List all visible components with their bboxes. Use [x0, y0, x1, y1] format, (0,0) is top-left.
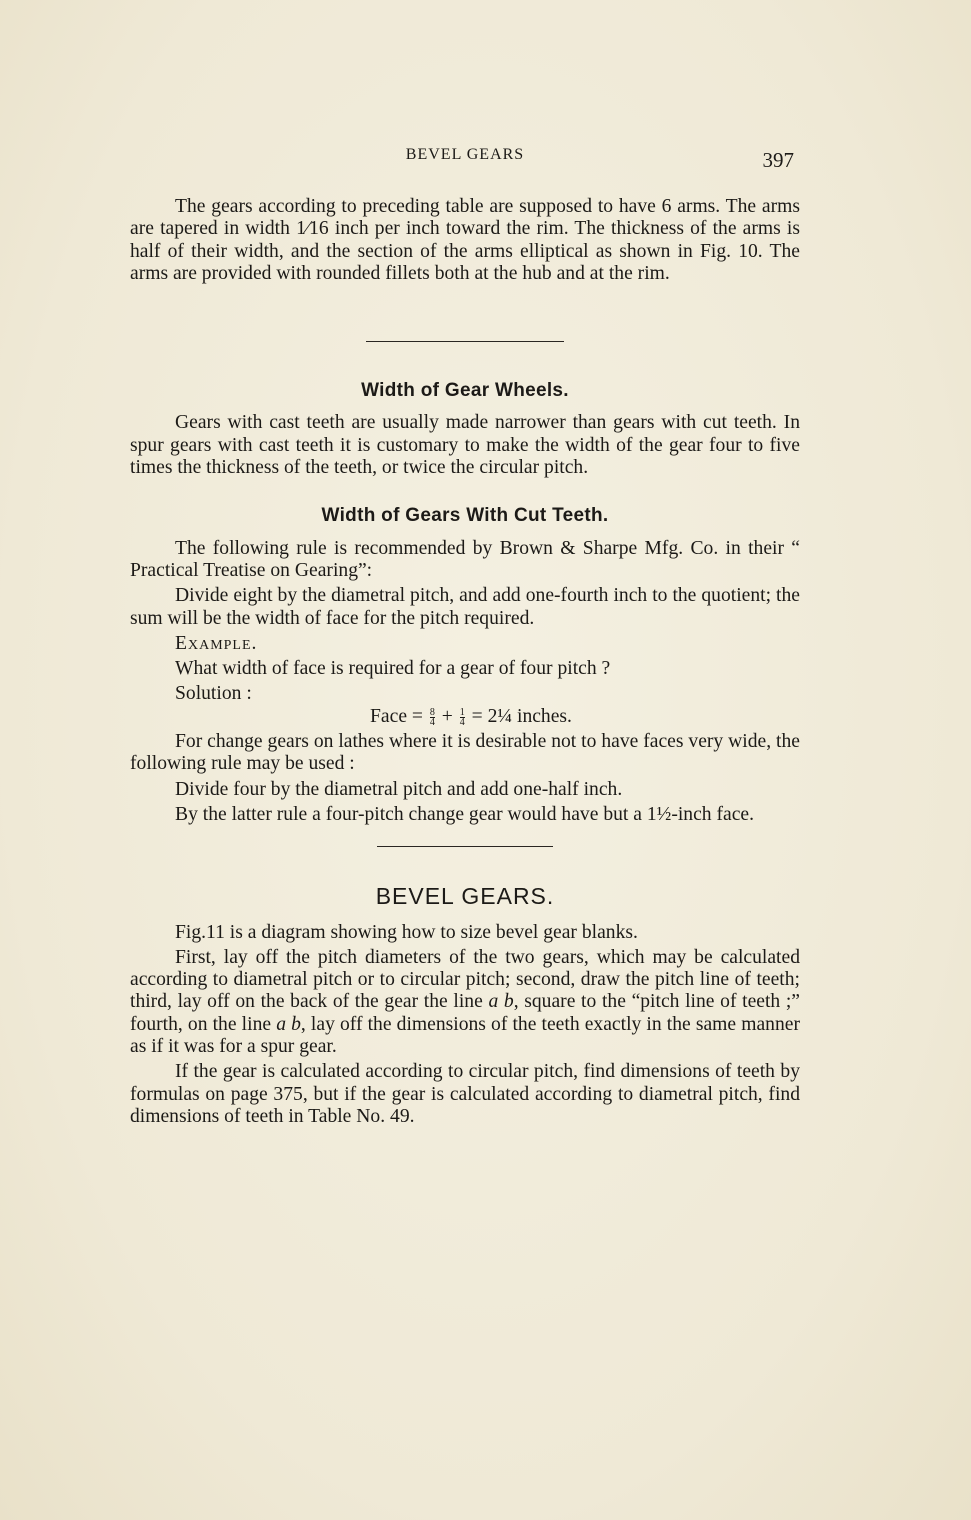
- change-gears-paragraph: For change gears on lathes where it is desirable not to have faces very wide, the following rule may be used :: [130, 731, 800, 775]
- heading-width-cut-teeth: Width of Gears With Cut Teeth.: [321, 505, 609, 527]
- width-wheels-paragraph: Gears with cast teeth are usually made narrower than gears with cut teeth. In spur gears with cast teeth it is customary to make the width of the gear four to five times the thickness of the teeth, or twice the circular pitch.: [130, 412, 800, 479]
- intro-paragraph: The gears according to preceding table are supposed to have 6 arms. The arms are tapered in width 1⁄16 inch per inch toward the rim. The thickness of the arms is half of their width, and the section of the arms elliptical as shown in Fig. 10. The arms are provided with rounded fillets both at the hub and at the rim.: [130, 196, 800, 284]
- solution-label: Solution :: [175, 683, 252, 705]
- page-body: [130, 196, 800, 1128]
- formula-plus: +: [441, 705, 453, 727]
- example-label: Example.: [175, 632, 258, 654]
- fraction-eight-fourths: $\frac{8}{4}$: [429, 706, 435, 728]
- bevel-procedure: First, lay off the pitch diameters of the two gears, which may be calculated according to diametral pitch or to circular pitch; second, draw the pitch line of teeth; third, lay off on the back of the gear the line a b, square to the “pitch line of teeth ;” fourth, on the line a b, lay off the dimensions of the teeth exactly in the same manner as if it was for a spur gear.: [130, 946, 801, 1058]
- heading-width-of-gear-wheels: Width of Gear Wheels.: [361, 380, 569, 402]
- bevel-dimensions: If the gear is calculated according to circular pitch, find dimensions of teeth by formulas on page 375, but if the gear is calculated according to diametral pitch, find dimensions of teeth in Table No. 49.: [130, 1061, 800, 1127]
- cut-teeth-rule: Divide eight by the diametral pitch, and add one-fourth inch to the quotient; the sum will be the width of face for the pitch required.: [130, 585, 800, 629]
- fraction-one-fourth: $\frac{1}{4}$: [459, 706, 465, 728]
- face-formula: [130, 706, 800, 728]
- example-question: What width of face is required for a gear of four pitch ?: [175, 658, 611, 680]
- heading-bevel-gears: BEVEL GEARS.: [375, 883, 555, 910]
- change-gears-example: By the latter rule a four-pitch change gear would have but a 1½-inch face.: [175, 803, 755, 825]
- cut-teeth-rule-intro: The following rule is recommended by Brown & Sharpe Mfg. Co. in their “ Practical Treatise on Gearing”:: [130, 537, 800, 581]
- formula-rhs: = 2¼ inches.: [471, 705, 572, 727]
- line-ab-label-2: a b: [276, 1013, 301, 1035]
- change-gears-rule: Divide four by the diametral pitch and add one-half inch.: [175, 778, 623, 800]
- running-title: BEVEL GEARS: [405, 146, 525, 163]
- page-number: 397: [762, 148, 794, 172]
- formula-lhs: Face =: [370, 705, 423, 727]
- line-ab-label: a b: [488, 991, 514, 1013]
- bevel-intro: Fig.11 is a diagram showing how to size bevel gear blanks.: [175, 921, 638, 943]
- running-header: [130, 144, 800, 176]
